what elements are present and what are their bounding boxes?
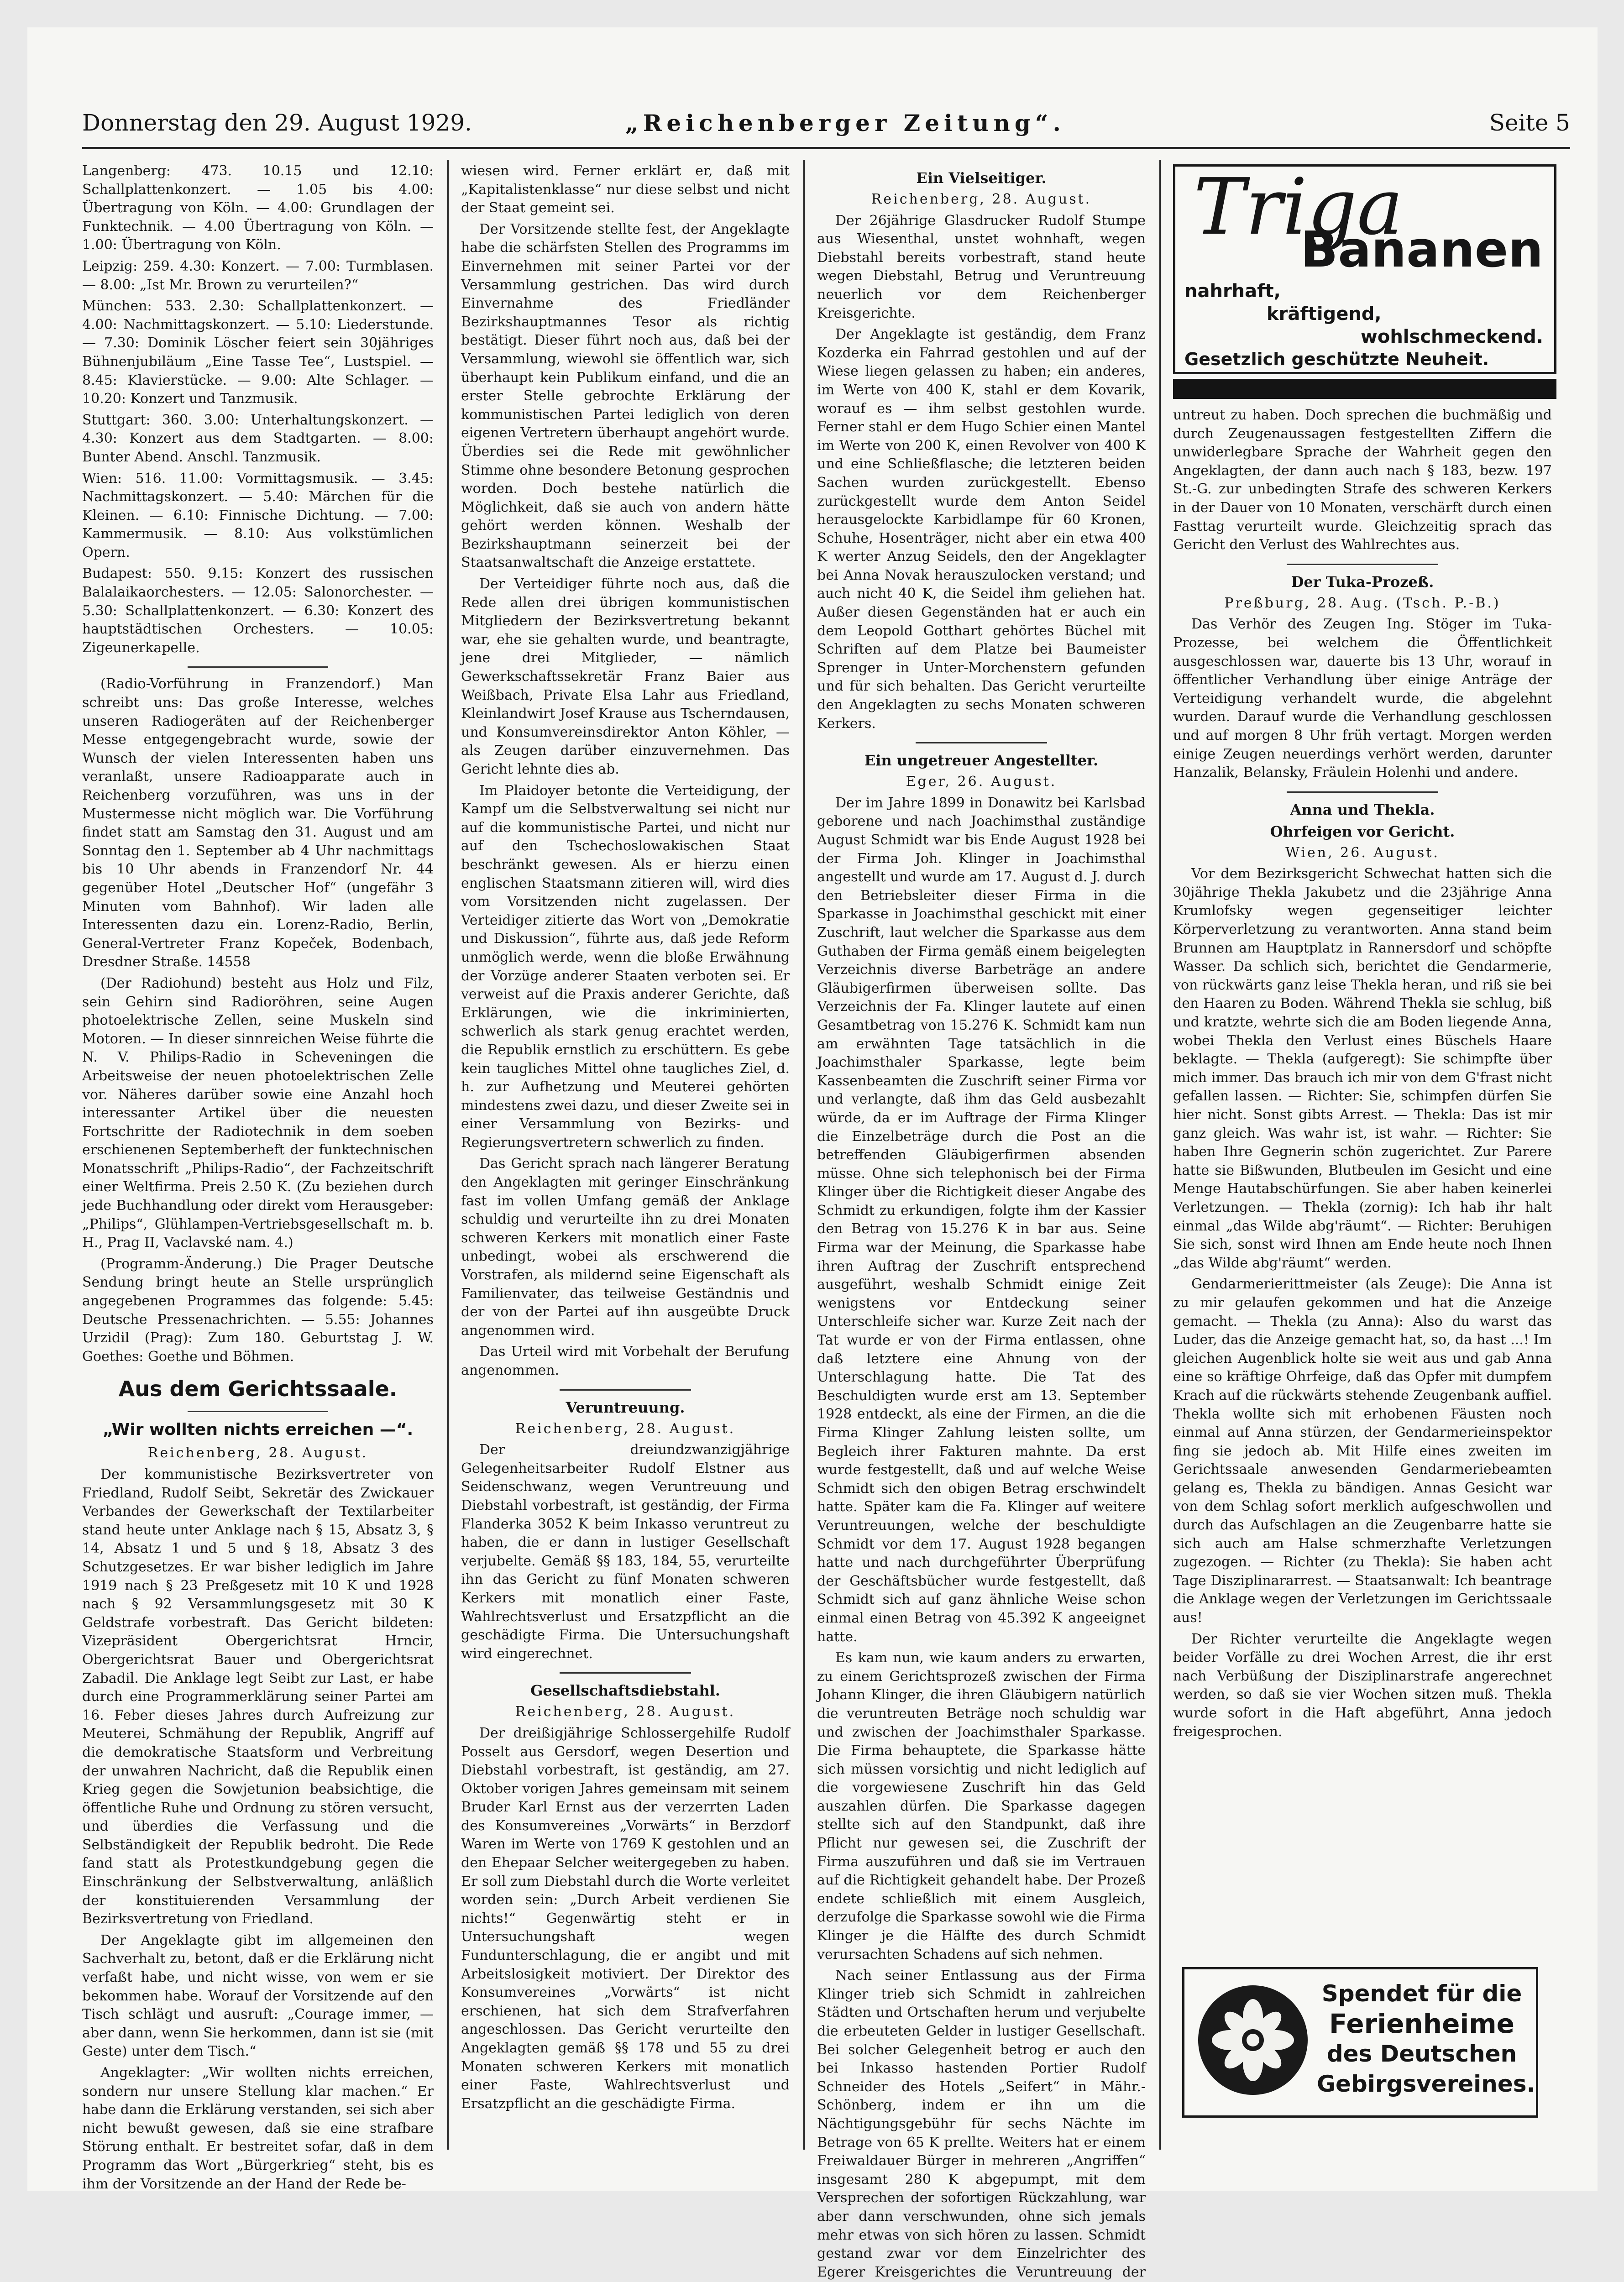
article-title: Gesellschaftsdiebstahl.: [530, 1682, 720, 1700]
article-title: Ein Vielseitiger.: [916, 169, 1047, 187]
article-paragraph: Das Gericht sprach nach längerer Beratung den Angeklagten mit geringer Einschränkung fast im vollen Umfang gemäß der Anklage schuldig und verurteilte ihn zu drei Monaten schweren Kerkers mit monatlich einer Faste unbedingt, wobei als erschwerend die Vorstrafen, als mildernd seine Eigenschaft als Familienvater, das teilweise Geständnis und der von der Partei auf ihn ausgeübte Druck angenommen wird.: [461, 1156, 790, 1339]
article-paragraph: Der im Jahre 1899 in Donawitz bei Karlsbad geborene und nach Joachimsthal zuständige August Schmidt war bis Ende August 1928 bei der Firma Joh. Klinger in Joachimsthal angestellt und wurde am 17. August d. J. durch den Betriebsleiter dieser Firma in die Sparkasse in Joachimsthal geschickt mit einer Zuschrift, laut welcher die Sparkasse aus dem Guthaben der Firma gemäß einem beigelegten Verzeichnis diverse Barbeträge an andere Gläubigerfirmen überweisen sollte. Das Verzeichnis der Fa. Klinger lautete auf einen Gesamtbetrag von 15.276 K. Schmidt kam nun am erwähnten Tage tatsächlich in die Joachimsthaler Sparkasse, legte beim Kassenbeamten die Zuschrift seiner Firma vor und verlangte, daß ihm das Geld ausbezahlt würde, da er im Auftrage der Firma Klinger die Einzelbeträge durch die Post an die betreffenden Gläubigerfirmen absenden müsse. Ohne sich telephonisch bei der Firma Klinger über die Richtigkeit dieser Angabe des Schmidt zu erkundigen, folgte ihm der Kassier den Betrag von 15.276 K in bar aus. Seine Firma war der Meinung, die Sparkasse habe ihren Auftrag der Zuschrift entsprechend ausgeführt, weshalb Schmidt einige Zeit wenigstens vor Entdeckung seiner Unterschleife sicher war. Kurze Zeit nach der Tat wurde er von der Firma entlassen, ohne daß letztere eine Ahnung von der Unterschlagung hatte. Die Tat des Beschuldigten wurde erst am 13. September 1928 entdeckt, als eine der Firmen, an die die Firma Klinger Zahlung leisten sollte, um Begleich ihrer Fakturen mahnte. Da erst wurde festgestellt, daß und auf welche Weise Schmidt sich den obigen Betrag erschwindelt hatte. Später kam die Fa. Klinger auf weitere Veruntreuungen, welche der beschuldigte Schmidt vor dem 17. August 1928 begangen hatte und nach durchgeführter Überprüfung der Geschäftsbücher wurde festgestellt, daß Schmidt sich auf ganz ähnliche Weise schon einmal einen Betrag von 45.392 K angeeignet hatte.: [817, 795, 1146, 1645]
article-paragraph: Gendarmerierittmeister (als Zeuge): Die Anna ist zu mir gelaufen gekommen und hat die Anzeige gemacht. — Thekla (zu Anna): Also du warst das Luder, das die Anzeige gemacht hat, so, da hast ...! Im gleichen Augenblick holte sie weit aus und gab Anna eine so kräftige Ohrfeige, daß das Opfer mit dumpfem Krach auf die rückwärts stehende Zeugenbank auffiel. Thekla wollte sich mit erhobenen Fäusten noch einmal auf Anna stürzen, der Gendarmerieinspektor fing sie jedoch ab. Mit Hilfe eines zweiten im Gerichtssaale anwesenden Gendarmeriebeamten gelang es, Thekla zu bändigen. Annas Gesicht war von dem Schlag sofort merklich aufgeschwollen und durch das Aufschlagen an die Zeugenbarre hatte sie sich auch am Halse schmerzhafte Verletzungen zugezogen. — Richter (zu Thekla): Sie haben acht Tage Disziplinararrest. — Staatsanwalt: Ich beantrage die Anklage wegen der Verletzungen im Gerichtssaale aus!: [1173, 1276, 1552, 1626]
header-date: Donnerstag den 29. August 1929.: [82, 110, 472, 136]
radio-muenchen: München: 533. 2.30: Schallplattenkonzert. — 4.00: Nachmittagskonzert. — 5.10: Liederstunde. — 7.30: Dominik Löscher feiert sein 30jähriges Bühnenjubiläum „Eine Tasse Tee“, Lustspiel. — 8.45: Klavierstücke. — 9.00: Alte Schlager. — 10.20: Konzert und Tanzmusik.: [82, 298, 434, 407]
article-paragraph: Es kam nun, wie kaum anders zu erwarten, zu einem Gerichtsprozeß zwischen der Firma Johann Klinger, die ihren Gläubigern natürlich die veruntreuten Beträge noch schuldig war und zwischen der Joachimsthaler Sparkasse. Die Firma behauptete, die Sparkasse hätte sich müssen vorsichtig und nicht lediglich auf die vorgewiesene Zuschrift hin das Geld auszahlen dürfen. Die Sparkasse dagegen stellte sich auf den Standpunkt, daß ihre Pflicht nur gewesen sei, die Zuschrift der Firma auszuführen und daß sie im Vertrauen auf die Richtigkeit gehandelt habe. Der Prozeß endete schließlich mit einem Ausgleich, derzufolge die Sparkasse sowohl wie die Firma Klinger je die Hälfte des durch Schmidt verursachten Schadens auf sich nehmen.: [817, 1650, 1146, 1963]
radio-leipzig: Leipzig: 259. 4.30: Konzert. — 7.00: Turmblasen. — 8.00: „Ist Mr. Brown zu verurteilen?“: [82, 258, 434, 293]
ad-tagline-3: wohlschmeckend.: [1360, 326, 1543, 347]
column-divider-1: [447, 160, 449, 2150]
radio-stuttgart: Stuttgart: 360. 3.00: Unterhaltungskonzert. — 4.30: Konzert aus dem Stadtgarten. — 8.00: Bunter Abend. Anschl. Tanzmusik.: [82, 412, 434, 465]
article-title: „Wir wollten nichts erreichen —“.: [102, 1420, 414, 1439]
page-header: [82, 105, 1570, 141]
separator: [188, 1411, 328, 1412]
article-paragraph: Der Angeklagte gibt im allgemeinen den Sachverhalt zu, betont, daß er die Erklärung nicht verfaßt habe, und nicht wisse, von wem er sie bekommen habe. Worauf der Vorsitzende auf den Tisch schlägt und ausruft: „Courage immer, — aber dann, wenn Sie herkommen, dann ist sie (mit Geste) unter dem Tisch.“: [82, 1932, 434, 2060]
article-paragraph: Der Verteidiger führte noch aus, daß die Rede allen drei übrigen kommunistischen Mitgliedern der Bezirksvertretung bekannt war, ehe sie gehalten wurde, und beantragte, jene drei Mitglieder, — nämlich Gewerkschaftssekretär Franz Baier aus Weißbach, Private Elsa Lahr aus Friedland, Kleinlandwirt Josef Krause aus Tscherndausen, und Konsumvereinsdirektor Anton Köhler, — als Zeugen darüber einzuvernehmen. Das Gericht lehnte dies ab.: [461, 576, 790, 777]
header-paper-title: „Reichenberger Zeitung“.: [625, 110, 1065, 136]
article-paragraph: Der dreiundzwanzigjährige Gelegenheitsarbeiter Rudolf Elstner aus Seidenschwanz, wegen Veruntreuung und Diebstahl vorbestraft, ist geständig, der Firma Flanderka 3052 K beim Inkasso veruntreut zu haben, die er dann in lustiger Gesellschaft verjubelte. Gemäß §§ 183, 184, 55, verurteilte ihn das Gericht zu fünf Monaten schweren Kerkers mit monatlich einer Faste, Wahlrechtsverlust und Ersatzpflicht an die geschädigte Firma. Die Untersuchungshaft wird eingerechnet.: [461, 1442, 790, 1662]
section-title: Aus dem Gerichtssaale.: [118, 1377, 398, 1402]
article-paragraph: wiesen wird. Ferner erklärt er, daß mit „Kapitalistenklasse“ nur diese selbst und nicht der Staat gemeint sei.: [461, 163, 790, 216]
ad-line-3: des Deutschen: [1326, 2041, 1517, 2067]
ad-tagline-1: nahrhaft,: [1184, 281, 1281, 302]
separator: [560, 1389, 691, 1391]
column-1: [82, 162, 434, 2192]
gebirgsverein-ad: [1182, 1967, 1538, 2118]
ad-black-bar: [1173, 379, 1556, 399]
notice-programm-aenderung: (Programm-Änderung.) Die Prager Deutsche Sendung bringt heute an Stelle ursprünglich angegebenen Programmes das folgende: 5.45: Deutsche Pressenachrichten. — 5.55: Johannes Urzidil (Prag): Zum 180. Geburtstag J. W. Goethes: Goethe und Böhmen.: [82, 1256, 434, 1365]
article-dateline: Eger, 26. August.: [906, 774, 1057, 790]
article-paragraph: Der Richter verurteilte die Angeklagte wegen beider Vorfälle zu drei Wochen Arrest, die ihr erst nach Verbüßung der Disziplinarstrafe angerechnet werden, so daß sie vier Wochen sitzen muß. Thekla wurde sofort in die Haft abgeführt, Anna jedoch freigesprochen.: [1173, 1631, 1552, 1740]
separator: [916, 742, 1047, 743]
column-divider-3: [1159, 160, 1161, 2150]
article-paragraph: Angeklagter: „Wir wollten nichts erreichen, sondern nur unsere Stellung klar machen.“ Er habe dann die Erklärung verstanden, sei sich aber nicht bewußt gewesen, daß sie eine strafbare Störung enthalt. Er bestreitet sofar, daß in dem Programm das Wort „Bürgerkrieg“ steht, bis es ihm der Vorsitzende an der Hand der Rede be-: [82, 2065, 434, 2192]
notice-radiohund: (Der Radiohund) besteht aus Holz und Filz, sein Gehirn sind Radioröhren, seine Augen photoelektrische Zellen, seine Muskeln sind Motoren. — In dieser sinnreichen Weise führte die N. V. Philips-Radio in Scheveningen die Arbeitsweise der neuen photoelektrischen Zelle vor. Näheres darüber sowie eine Anzahl hoch interessanter Artikel über die neuesten Fortschritte der Radiotechnik in dem soeben erschienenen Septemberheft der funktechnischen Monatsschrift „Philips-Radio“, der Fachzeitschrift einer Weltfirma. Preis 2.50 K. (Zu beziehen durch jede Buchhandlung oder direkt vom Herausgeber: „Philips“, Glühlampen-Vertriebsgesellschaft m. b. H., Prag II, Vaclavské nam. 4.): [82, 975, 434, 1251]
ad-line-4: Gebirgsvereines.: [1317, 2071, 1535, 2097]
separator: [1287, 791, 1438, 793]
article-dateline: Wien, 26. August.: [1285, 844, 1440, 861]
article-subtitle: Ohrfeigen vor Gericht.: [1270, 822, 1455, 840]
ad-tagline-2: kräftigend,: [1267, 304, 1382, 325]
radio-langenberg: Langenberg: 473. 10.15 und 12.10: Schallplattenkonzert. — 1.05 bis 4.00: Übertragung von Köln. — 4.00: Grundlagen der Funktechnik. — 4.00 Übertragung von Köln. — 1.00: Übertragung von Köln.: [82, 163, 434, 253]
ad-product-name: Bananen: [1300, 221, 1543, 278]
notice-radio-vorfuehrung: (Radio-Vorführung in Franzendorf.) Man schreibt uns: Das große Interesse, welches unseren Radiogeräten auf der Reichenberger Messe entgegengebracht wurde, sowie der Wunsch der vielen Interessenten haben uns veranlaßt, unsere Radioapparate auch in Reichenberg vorzuführen, was uns in der Mustermesse nicht möglich war. Die Vorführung findet statt am Samstag den 31. August und am Sonntag den 1. September ab 4 Uhr nachmittags bis 10 Uhr abends in Franzendorf Nr. 44 gegenüber Hotel „Deutscher Hof“ (ungefähr 3 Minuten vom Bahnhof). Wir laden alle Interessenten dazu ein. Lorenz-Radio, Berlin, General-Vertreter Franz Kopeček, Bodenbach, Dresdner Straße. 14558: [82, 676, 434, 970]
newspaper-page: [27, 27, 1598, 2280]
article-dateline: Reichenberg, 28. August.: [515, 1420, 736, 1437]
article-paragraph: Vor dem Bezirksgericht Schwechat hatten sich die 30jährige Thekla Jakubetz und die 23jährige Anna Krumlofsky wegen gegenseitiger leichter Körperverletzung zu verantworten. Anna stand beim Brunnen am Hauptplatz in Rannersdorf und schöpfte Wasser. Da schlich sich, berichtet die Gendarmerie, von rückwärts ganz leise Thekla heran, und riß sie bei den Haaren zu Boden. Während Thekla sie schlug, biß und kratzte, wehrte sich die am Boden liegende Anna, wobei Thekla den Verlust eines Büschels Haare beklagte. — Thekla (aufgeregt): Sie schimpfte über mich immer. Das brauch ich mir von dem G'frast nicht gefallen lassen. — Richter: Sie, schimpfen dürfen Sie hier nicht. Sonst gibts Arrest. — Thekla: Das ist mir ganz gleich. Was wahr ist, ist wahr. — Richter: Sie haben Ihre Gegnerin schön zugerichtet. Zur Parere hatte sie Bißwunden, Blutbeulen im Gesicht und eine Menge Hautabschürfungen. Sie aber haben keinerlei Verletzungen. — Thekla (zornig): Ich hab ihr halt einmal „das Wilde abg'räumt“. — Richter: Beruhigen Sie sich, sonst wird Ihnen am Ende heute noch Ihnen „das Wilde abg'räumt“ werden.: [1173, 866, 1552, 1271]
article-title: Veruntreuung.: [566, 1398, 685, 1416]
header-rule: [82, 147, 1570, 149]
ad-line-2: Ferienheime: [1329, 2008, 1514, 2039]
article-paragraph: Im Plaidoyer betonte die Verteidigung, der Kampf um die Selbstverwaltung sei nicht nur auf die kommunistische Partei, und nicht nur auf den Tschechoslowakischen Staat beschränkt gewesen. Als er hierzu einen englischen Staatsmann zitieren will, wird dies vom Vorsitzenden nicht zugelassen. Der Verteidiger zitierte das Wort von „Demokratie und Diskussion“, führte aus, daß jede Reform unmöglich werde, wenn die bloße Erwähnung der Vorzüge anderer Staaten verboten sei. Er verweist auf die Praxis anderer Gerichte, daß Erklärungen, wie die inkriminierten, schwerlich als stark genug erachtet werden, die Republik ernstlich zu erschüttern. Es gebe kein taugliches Mittel ohne taugliches Ziel, d. h. zur Aufhetzung und Meuterei gehörten mindestens zwei dazu, und dieser Zweite sei in einer Versammlung von Bezirks- und Regierungsvertretern schwerlich zu finden.: [461, 782, 790, 1151]
header-page-number: Seite 5: [1489, 110, 1570, 136]
radio-wien: Wien: 516. 11.00: Vormittagsmusik. — 3.45: Nachmittagskonzert. — 5.40: Märchen für die Kleinen. — 6.10: Finnische Dichtung. — 7.00: Kammermusik. — 8.10: Aus volkstümlichen Opern.: [82, 470, 434, 560]
edelweiss-emblem-icon: [1198, 1985, 1308, 2095]
article-paragraph: Das Urteil wird mit Vorbehalt der Berufung angenommen.: [461, 1344, 790, 1378]
article-title: Ein ungetreuer Angestellter.: [864, 752, 1099, 769]
triga-bananen-ad: [1173, 164, 1556, 374]
article-paragraph: untreut zu haben. Doch sprechen die buchmäßig und durch Zeugenaussagen festgestellten Ziffern die unwiderlegbare Sprache der Wahrheit gegen den Angeklagten, der dann auch nach § 183, bezw. 197 St.-G. zur unbedingten Strafe des schweren Kerkers in der Dauer von 10 Monaten, verschärft durch einen Fasttag verurteilt wurde. Gleichzeitig sprach das Gericht den Verlust des Wahlrechtes aus.: [1173, 407, 1552, 553]
separator: [188, 666, 328, 668]
article-dateline: Reichenberg, 28. August.: [515, 1704, 736, 1720]
radio-budapest: Budapest: 550. 9.15: Konzert des russischen Balalaikaorchesters. — 12.05: Salonorchester. — 5.30: Schallplattenkonzert. — 6.30: Konzert des hauptstädtischen Orchesters. — 10.05: Zigeunerkapelle.: [82, 565, 434, 656]
ad-tagline-4: Gesetzlich geschützte Neuheit.: [1184, 349, 1489, 369]
edelweiss-icon: [1198, 1985, 1308, 2095]
article-paragraph: Der Angeklagte ist geständig, dem Franz Kozderka ein Fahrrad gestohlen und auf der Wiese liegen gelassen zu haben; ein anderes, im Werte von 400 K, stahl er dem Kovarik, worauf es — ihm selbst gestohlen wurde. Ferner stahl er dem Hugo Schier einen Mantel im Werte von 200 K, einen Revolver von 400 K und eine Schließflasche; die letzteren beiden Sachen wurden zurückgestellt. Ebenso zurückgestellt wurde dem Anton Seidel herausgelockte Karbidlampe für 60 Kronen, Schuhe, Hosenträger, nicht aber ein etwa 400 K werter Anzug Seidels, den der Angeklagter bei Anna Novak herauszulocken verstand; und auch nicht 40 K, die Seidel ihm geliehen hat. Außer diesen Gegenständen hat er auch ein dem Leopold Gotthart gehörtes Büchel mit Schriften auf dem Platze bei Baumeister Sprenger in Unter-Morchenstern gefunden und für sich behalten. Das Gericht verurteilte den Angeklagten zu sechs Monaten schweren Kerkers.: [817, 326, 1146, 732]
separator: [1287, 564, 1438, 565]
article-paragraph: Der 26jährige Glasdrucker Rudolf Stumpe aus Wiesenthal, unstet wohnhaft, wegen Diebstahl bereits vorbestraft, stand heute wegen Diebstahl, Betrug und Veruntreuung neuerlich vor dem Reichenberger Kreisgerichte.: [817, 212, 1146, 321]
article-paragraph: Der dreißigjährige Schlossergehilfe Rudolf Posselt aus Gersdorf, wegen Desertion und Diebstahl vorbestraft, ist geständig, am 27. Oktober vorigen Jahres gemeinsam mit seinem Bruder Karl Ernst aus der verzerrten Laden des Konsumvereines „Vorwärts“ in Berzdorf Waren im Werte von 1769 K gestohlen und an den Ehepaar Selcher weitergegeben zu haben. Er soll zum Diebstahl durch die Worte verleitet worden sein: „Durch Arbeit verdienen Sie nichts!“ Gegenwärtig steht er in Untersuchungshaft wegen Fundunterschlagung, die er angibt und mit Arbeitslosigkeit motiviert. Der Direktor des Konsumvereines „Vorwärts“ ist nicht erschienen, hat sich dem Strafverfahren angeschlossen. Das Gericht verurteilte den Angeklagten gemäß §§ 178 und 55 zu drei Monaten schweren Kerkers mit monatlich einer Faste, Wahlrechtsverlust und Ersatzpflicht an die geschädigte Firma.: [461, 1725, 790, 2112]
article-paragraph: Nach seiner Entlassung aus der Firma Klinger trieb sich Schmidt in zahlreichen Städten und Ortschaften herum und verjubelte die erbeuteten Gelder in lustiger Gesellschaft. Bei solcher Gelegenheit betrog er auch den bei Inkasso hastenden Portier Rudolf Schneider des Hotels „Seifert“ in Mähr.-Schönberg, indem er ihn um die Nächtigungsgebühr für sechs Nächte im Betrage von 65 K prellte. Weiters hat er einem Freiwaldauer Bürger in mehreren „Angriffen“ insgesamt 280 K abgepumpt, mit dem Versprechen der sofortigen Rückzahlung, war aber dann verschwunden, ohne sich jemals mehr etwas von sich hören zu lassen. Schmidt gestand zwar vor dem Einzelrichter des Egerer Kreisgerichtes die Veruntreuung der: [817, 1968, 1146, 2280]
article-paragraph: Der kommunistische Bezirksvertreter von Friedland, Rudolf Seibt, Sekretär des Zwickauer Verbandes der Gewerkschaft der Textilarbeiter stand heute unter Anklage nach § 15, Absatz 3, § 14, Absatz 1 und 5 und § 18, Absatz 3 des Schutzgesetzes. Er war bisher lediglich im Jahre 1919 nach § 23 Preßgesetz mit 10 K und 1928 nach § 92 Versammlungsgesetz mit 30 K Geldstrafe vorbestraft. Das Gericht bildeten: Vizepräsident Obergerichtsrat Hrncir, Obergerichtsrat Bauer und Obergerichtsrat Zabadil. Die Anklage legt Seibt zur Last, er habe durch eine Programmerklärung seiner Partei am 16. Feber dieses Jahres durch Aufreizung zur Meuterei, Schmähung der Republik, Angriff auf die demokratische Staatsform und Verbreitung der unwahren Nachricht, daß die Republik einen Krieg gegen die Sowjetunion beabsichtige, die öffentliche Ruhe und Ordnung zu stören versucht, und überdies die Verfassung und die Selbständigkeit der Republik bedroht. Die Rede fand statt als Protestkundgebung gegen die Einschränkung der Selbstverwaltung, anläßlich der konstituierenden Versammlung der Bezirksvertretung von Friedland.: [82, 1466, 434, 1927]
article-dateline: Reichenberg, 28. August.: [147, 1445, 368, 1461]
column-divider-2: [803, 160, 805, 2150]
column-2: [461, 162, 790, 2152]
article-dateline: Reichenberg, 28. August.: [871, 191, 1092, 207]
triga-logo: Triga: [1194, 162, 1404, 252]
article-paragraph: Der Vorsitzende stellte fest, der Angeklagte habe die schärfsten Stellen des Programms im Einvernehmen mit seiner Partei vor der Versammlung gestrichen. Das wird durch Einvernahme des Friedländer Bezirkshauptmannes Tesor als richtig bestätigt. Dieser führt noch aus, daß bei der Versammlung, wiewohl sie öffentlich war, sich überhaupt kein Publikum einfand, und die an erster Stelle gebrochte Erklärung der kommunistischen Partei lediglich von deren eigenen Vertretern überhaupt angehört wurde. Überdies sei die Rede mit gewöhnlicher Stimme ohne besondere Betonung gesprochen worden. Doch bestehe natürlich die Möglichkeit, daß sie auch von andern hätte gehört werden können. Weshalb der Bezirkshauptmann seinerzeit bei der Staatsanwaltschaft die Anzeige erstattete.: [461, 221, 790, 571]
article-title: Anna und Thekla.: [1290, 801, 1435, 818]
article-title: Der Tuka-Prozeß.: [1291, 573, 1434, 591]
column-3: [817, 162, 1146, 2280]
column-4: [1173, 406, 1552, 1935]
article-paragraph: Das Verhör des Zeugen Ing. Stöger im Tuka-Prozesse, bei welchem die Öffentlichkeit ausgeschlossen war, dauerte bis 13 Uhr, worauf in öffentlicher Verhandlung über einige Anträge der Verteidigung verhandelt wurde, die abgelehnt wurden. Darauf wurde die Verhandlung geschlossen und auf morgen 8 Uhr früh vertagt. Morgen werden einige Zeugen neuerdings verhört werden, darunter Hanzalik, Belansky, Fräulein Holenhi und andere.: [1173, 616, 1552, 781]
article-dateline: Preßburg, 28. Aug. (Tsch. P.-B.): [1224, 595, 1501, 611]
ad-line-1: Spendet für die: [1321, 1980, 1522, 2007]
separator: [560, 1672, 691, 1674]
